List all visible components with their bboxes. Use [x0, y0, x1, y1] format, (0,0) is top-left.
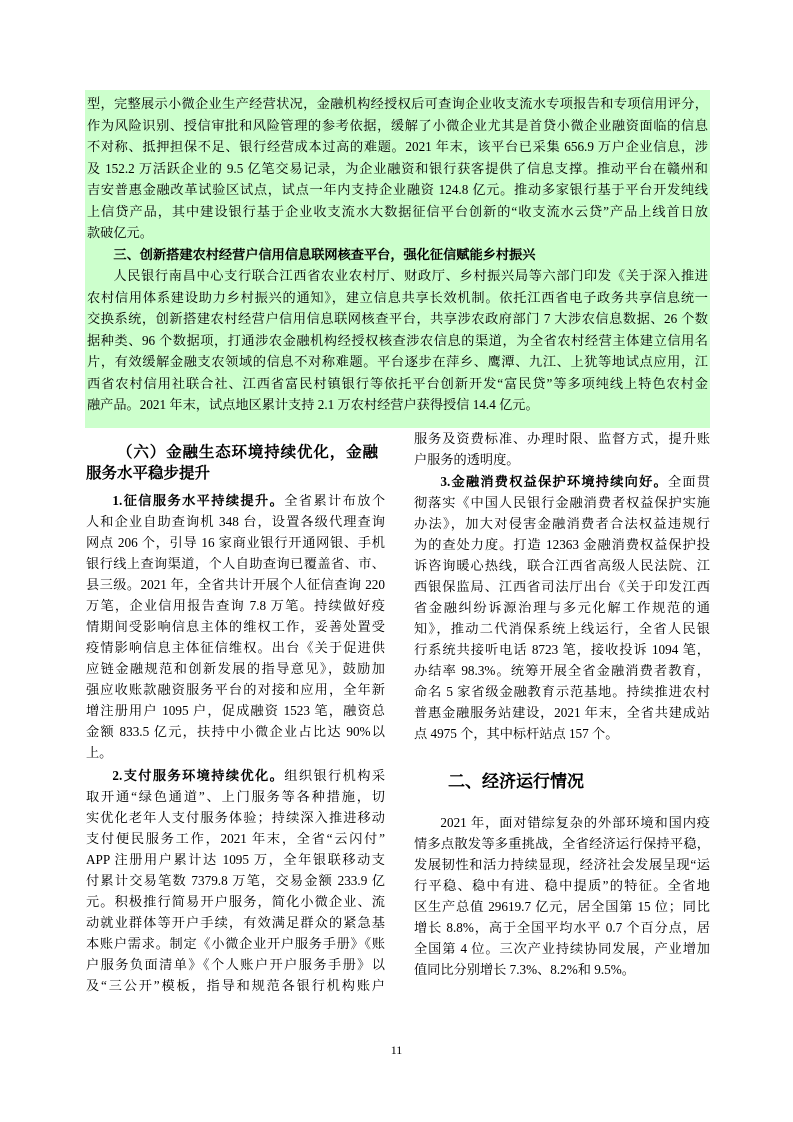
- text-line: 增长 8.8%，高于全国平均水平 0.7 个百分点，居: [414, 919, 710, 935]
- text-line: 为的查处力度。打造 12363 金融消费权益保护投: [414, 536, 710, 552]
- text-line: 元。积极推行简易开户服务，简化小微企业、流: [86, 893, 385, 909]
- text-line: 应链金融规范和创新发展的指导意见》，鼓励加: [86, 660, 385, 676]
- text-line: 彻落实《中国人民银行金融消费者权益保护实施: [414, 494, 710, 510]
- text-line: 西省农村信用社联合社、江西省富民村镇银行等依托平台创新开发“富民贷”等多项纯线上特色农村金: [87, 375, 708, 391]
- paragraph-credit-service: [86, 490, 385, 763]
- text-line: 本账户需求。制定《小微企业开户服务手册》《账: [86, 935, 385, 951]
- text-line: 区生产总值 29619.7 亿元，居全国第 15 位；同比: [414, 898, 710, 914]
- text-line: 款破亿元。: [87, 225, 153, 240]
- text-line: 及“三公开”模板，指导和规范各银行机构账户: [86, 977, 385, 993]
- text-line: 办法》，加大对侵害金融消费者合法权益违规行: [414, 515, 710, 531]
- text-line: 情期间受影响信息主体的维权工作，妥善处置受: [86, 618, 385, 634]
- paragraph-lead: 3.金融消费权益保护环境持续向好。: [440, 473, 668, 489]
- text-line: 行系统共接听电话 8723 笔，接收投诉 1094 笔，: [414, 641, 710, 657]
- text-line: 人和企业自助查询机 348 台，设置各级代理查询: [86, 513, 385, 529]
- text-line: 作为风险识别、授信审批和风险管理的参考依据，缓解了小微企业尤其是首贷小微企业融资面临的信息: [87, 117, 708, 133]
- text-line: 动就业群体等开户手续，有效满足群众的紧急基: [86, 914, 385, 930]
- text-line: 点 4975 个，其中标杆站点 157 个。: [414, 725, 619, 741]
- text-line: 上信贷产品，其中建设银行基于企业收支流水大数据征信平台创新的“收支流水云贷”产品上线首日放: [87, 203, 708, 219]
- text-line: 不对称、抵押担保不足、银行经营成本过高的难题。2021 年末，该平台已采集 656.9 万户企业信息，涉: [87, 139, 708, 154]
- text-line: 农村信用体系建设助力乡村振兴的通知》，建立信息共享长效机制。依托江西省电子政务共享信息统一: [87, 289, 708, 305]
- text-line: 片，有效缓解金融支农领域的信息不对称难题。平台逐步在萍乡、鹰潭、九江、上犹等地试点应用，江: [87, 354, 708, 369]
- text-line: 据种类、96 个数据项，打通涉农金融机构经授权核查涉农信息的渠道，为全省农村经营主体建立信用名: [87, 332, 708, 348]
- text-line: 值同比分别增长 7.3%、8.2%和 9.5%。: [414, 961, 635, 977]
- text-line: 情多点散发等多重挑战，全省经济运行保持平稳，: [414, 835, 710, 851]
- text-line: 金额 833.5 亿元，扶持中小微企业占比达 90%以: [86, 723, 385, 739]
- heading-line: 服务水平稳步提升: [86, 464, 211, 482]
- subsection-heading: 三、创新搭建农村经营户信用信息联网核查平台，强化征信赋能乡村振兴: [113, 246, 536, 262]
- text-line-rest: 全面贯: [667, 473, 711, 489]
- text-line: 西银保监局、江西省司法厅出台《关于印发江西: [414, 578, 710, 594]
- paragraph-lead: 2.支付服务环境持续优化。: [112, 767, 285, 783]
- text-line: 及 152.2 万活跃企业的 9.5 亿笔交易记录，为企业融资和银行获客提供了信息支撑。推动平台在赣州和: [87, 160, 708, 176]
- paragraph-consumer-protection: [414, 471, 710, 744]
- text-line: 知》，推动二代消保系统上线运行，全省人民银: [414, 620, 710, 636]
- paragraph-economic-overview: [414, 812, 710, 980]
- text-line-rest: 全省累计布放个: [284, 492, 386, 508]
- text-line: 省金融纠纷诉源治理与多元化解工作规范的通: [414, 599, 710, 615]
- text-line: 人民银行南昌中心支行联合江西省农业农村厅、财政厅、乡村振兴局等六部门印发《关于深入推进: [113, 268, 708, 283]
- text-line: 全国第 4 位。三次产业持续协同发展，产业增加: [414, 940, 710, 956]
- heading-line: （六）金融生态环境持续优化，金融: [117, 443, 378, 461]
- section-heading: [414, 770, 710, 794]
- text-line: 行平稳、稳中有进、稳中提质”的特征。全省地: [414, 877, 710, 893]
- text-line: 普惠金融服务站建设，2021 年末，全省共建成站: [414, 704, 710, 720]
- page-number: 11: [390, 1043, 403, 1057]
- text-line: 吉安普惠金融改革试验区试点，试点一年内支持企业融资 124.8 亿元。推动多家银行基于平台开发纯线: [87, 182, 708, 197]
- text-line: 上。: [86, 744, 113, 760]
- paragraph-payment-service: [86, 765, 385, 996]
- highlight-paragraph-1: [87, 93, 708, 244]
- text-line: 服务及资费标准、办理时限、监督方式，提升账: [414, 430, 710, 446]
- section-heading: [86, 442, 378, 484]
- text-line: 命名 5 家省级金融教育示范基地。持续推进农村: [414, 683, 710, 699]
- highlight-paragraph-2: [87, 265, 708, 416]
- text-line: APP 注册用户累计达 1095 万，全年银联移动支: [86, 851, 385, 867]
- text-line: 诉咨询暖心热线，联合江西省高级人民法院、江: [414, 557, 710, 573]
- heading-line: 二、经济运行情况: [448, 772, 584, 791]
- text-line: 支付便民服务工作，2021 年末，全省“云闪付”: [86, 830, 385, 846]
- text-line: 融产品。2021 年末，试点地区累计支持 2.1 万农村经营户获得授信 14.4 亿元。: [87, 397, 539, 412]
- text-line: 户服务的透明度。: [414, 451, 520, 467]
- text-line: [414, 471, 710, 492]
- text-line: 县三级。2021 年，全省共计开展个人征信查询 220: [86, 576, 385, 592]
- text-line: 办结率 98.3%。统筹开展全省金融消费者教育，: [414, 662, 710, 678]
- text-line: [86, 765, 385, 786]
- text-line: 银行线上查询渠道，个人自助查询已覆盖省、市、: [86, 555, 385, 571]
- text-line: 疫情影响信息主体征信维权。出台《关于促进供: [86, 639, 385, 655]
- text-line: 取开通“绿色通道”、上门服务等各种措施，切: [86, 788, 385, 804]
- text-line: 户服务负面清单》《个人账户开户服务手册》以: [86, 956, 385, 972]
- text-line: 万笔，企业信用报告查询 7.8 万笔。持续做好疫: [86, 597, 385, 613]
- text-line: 网点 206 个，引导 16 家商业银行开通网银、手机: [86, 534, 385, 550]
- paragraph-lead: 1.征信服务水平持续提升。: [112, 492, 285, 508]
- text-line-rest: 组织银行机构采: [284, 767, 386, 783]
- text-line: 增注册用户 1095 户，促成融资 1523 笔，融资总: [86, 702, 385, 718]
- text-line: 2021 年，面对错综复杂的外部环境和国内疫: [440, 814, 710, 830]
- text-line: 付累计交易笔数 7379.8 万笔，交易金额 233.9 亿: [86, 872, 385, 888]
- text-line: 型，完整展示小微企业生产经营状况，金融机构经授权后可查询企业收支流水专项报告和专项信用评分，: [87, 96, 708, 111]
- highlight-box: [85, 90, 710, 428]
- paragraph-payment-service-continued: [414, 428, 710, 470]
- text-line: 发展韧性和活力持续显现，经济社会发展呈现“运: [414, 856, 710, 872]
- text-line: 强应收账款融资服务平台的对接和应用，全年新: [86, 681, 385, 697]
- text-line: 交换系统，创新搭建农村经营户信用信息联网核查平台，共享涉农政府部门 7 大涉农信息数据、26 个数: [87, 311, 708, 326]
- text-line: 实优化老年人支付服务体验；持续深入推进移动: [86, 809, 385, 825]
- text-line: [86, 490, 385, 511]
